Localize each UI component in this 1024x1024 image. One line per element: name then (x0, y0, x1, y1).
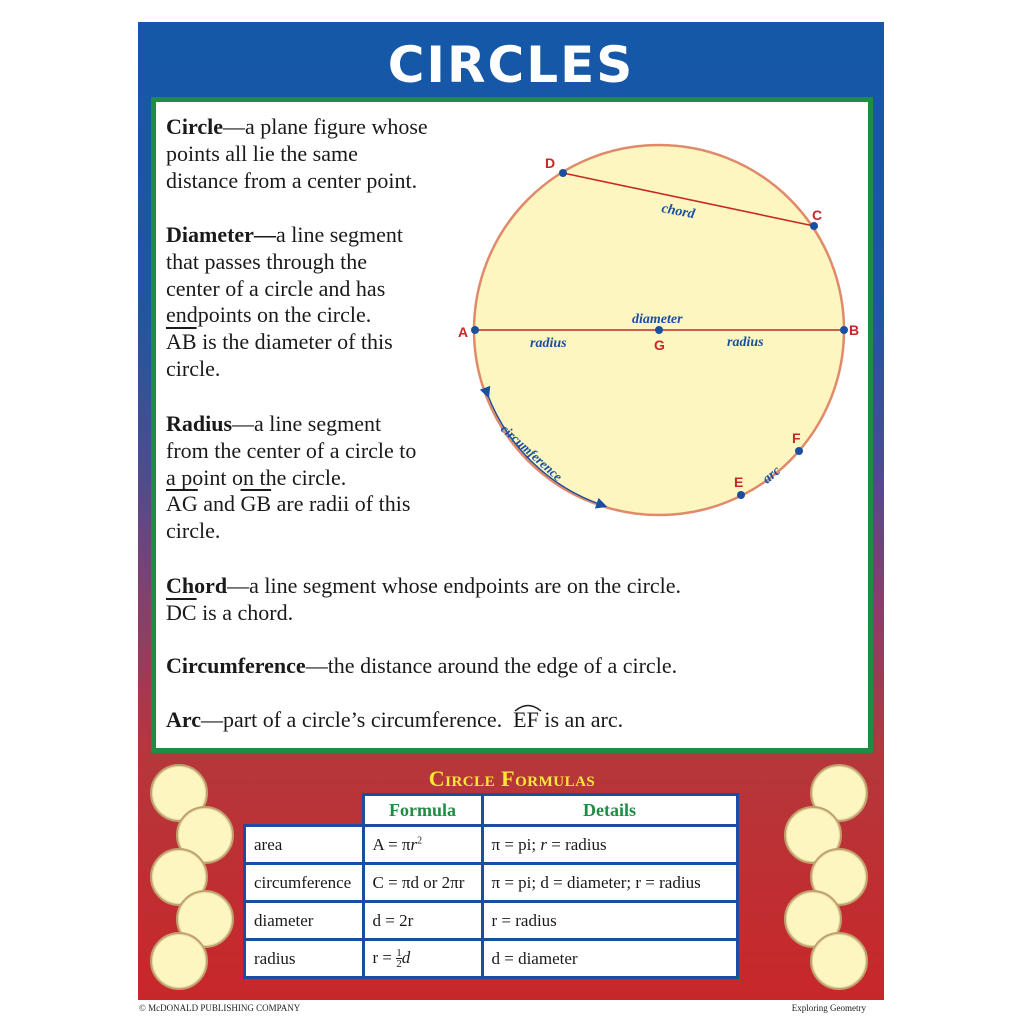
term-radius: Radius (166, 411, 233, 436)
row-details: d = diameter (482, 940, 737, 978)
circumference-label: circumference (497, 421, 566, 484)
term-chord: Chord (166, 573, 228, 598)
term-diameter: Diameter (166, 222, 254, 247)
diameter-label: diameter (632, 312, 683, 327)
fraction-numerator: 1 (396, 947, 402, 960)
chord-label: chord (660, 201, 696, 223)
label-e: E (734, 474, 744, 490)
definition-circumference (166, 653, 677, 680)
formula-exponent: 2 (417, 834, 423, 846)
dash: — (201, 707, 224, 732)
label-g: G (654, 337, 665, 353)
formula-text: r = (372, 947, 397, 967)
and-text: and (197, 491, 241, 517)
circle-diagram (454, 140, 864, 530)
footer-copyright: © McDONALD PUBLISHING COMPANY (139, 1003, 301, 1013)
point-d (559, 169, 567, 177)
formula-header: Formula (363, 795, 482, 826)
table-row (245, 864, 738, 902)
definition-radius (166, 411, 416, 545)
row-name: diameter (245, 902, 364, 940)
footer-series: Exploring Geometry (791, 1003, 866, 1013)
circle-line-2: points all lie the same (166, 140, 358, 166)
diameter-line-6: circle. (166, 355, 221, 381)
segment-ab: $\overline{AB}$ (166, 329, 197, 355)
segment-ef-arc (513, 707, 539, 734)
decorative-coin (150, 932, 208, 990)
row-formula (363, 940, 482, 978)
diameter-line-1: a line segment (275, 222, 404, 247)
segment-ef: EF (513, 707, 539, 732)
point-g (655, 326, 663, 334)
point-e (737, 491, 745, 499)
point-c (810, 222, 818, 230)
table-row (245, 940, 738, 978)
row-name: area (245, 826, 364, 864)
poster-title: CIRCLES (387, 36, 635, 94)
formulas-title: Circle Formulas (428, 766, 596, 791)
row-name: circumference (245, 864, 364, 902)
radius-line-5: circle. (166, 518, 221, 544)
formula-var: r (410, 834, 418, 854)
point-a (471, 326, 479, 334)
row-details: π = pi; d = diameter; r = radius (482, 864, 737, 902)
circumference-line-1: the distance around the edge of a circle. (327, 653, 678, 678)
point-b (840, 326, 848, 334)
arc-mark-icon (513, 702, 543, 712)
row-formula: C = πd or 2πr (363, 864, 482, 902)
term-arc: Arc (166, 707, 202, 732)
segment-gb: $\overline{GB}$ (240, 491, 272, 517)
details-var: r (540, 834, 547, 854)
diameter-line-4: endpoints on the circle. (166, 302, 372, 328)
dash: — (253, 222, 276, 247)
segment-dc: $\overline{DC}$ (166, 599, 197, 625)
definition-chord (166, 573, 681, 627)
radius-line-2: from the center of a circle to (166, 437, 417, 463)
radius-line-3: a point on the circle. (166, 464, 347, 490)
circle-line-3: distance from a center point. (166, 167, 418, 193)
row-name: radius (245, 940, 364, 978)
definition-circle (166, 114, 428, 194)
arc-line-1: part of a circle’s circumference. (223, 707, 503, 732)
diameter-line-5: is the diameter of this (196, 329, 393, 355)
table-row (245, 826, 738, 864)
table-row (245, 902, 738, 940)
row-details: r = radius (482, 902, 737, 940)
label-f: F (792, 430, 801, 446)
term-circle: Circle (166, 114, 224, 139)
point-f (795, 447, 803, 455)
row-details (482, 826, 737, 864)
details-text: π = pi; (491, 834, 541, 854)
dash: — (305, 653, 328, 678)
formulas-table (243, 793, 739, 979)
fraction-denominator: 2 (396, 958, 402, 971)
dash: — (232, 411, 255, 436)
arc-line-2: is an arc. (538, 707, 624, 732)
blank-header (245, 795, 364, 826)
formula-var: d (401, 947, 411, 967)
definition-diameter (166, 222, 403, 383)
definition-arc (166, 707, 623, 734)
diameter-line-3: center of a circle and has (166, 275, 386, 301)
details-header: Details (482, 795, 737, 826)
label-a: A (458, 324, 469, 340)
segment-ag: $\overline{AG}$ (166, 491, 198, 517)
arc-label: arc (759, 463, 784, 488)
radius-line-4: are radii of this (271, 491, 411, 517)
chord-line-1: a line segment whose endpoints are on the circle. (249, 573, 682, 598)
radius-right-label: radius (727, 335, 764, 350)
dash: — (227, 573, 250, 598)
row-formula (363, 826, 482, 864)
radius-line-1: a line segment (254, 411, 382, 436)
table-header-row (245, 795, 738, 826)
circle-line-1: a plane figure whose (245, 114, 428, 139)
formula-text: A = π (372, 834, 411, 854)
row-formula: d = 2r (363, 902, 482, 940)
term-circumference: Circumference (166, 653, 306, 678)
diameter-line-2: that passes through the (166, 248, 368, 274)
decorative-coin (810, 932, 868, 990)
label-b: B (849, 322, 860, 338)
details-text: = radius (547, 834, 607, 854)
label-d: D (545, 155, 556, 171)
label-c: C (812, 207, 823, 223)
dash: — (223, 114, 246, 139)
radius-left-label: radius (530, 336, 567, 351)
chord-line-2: is a chord. (196, 599, 294, 625)
